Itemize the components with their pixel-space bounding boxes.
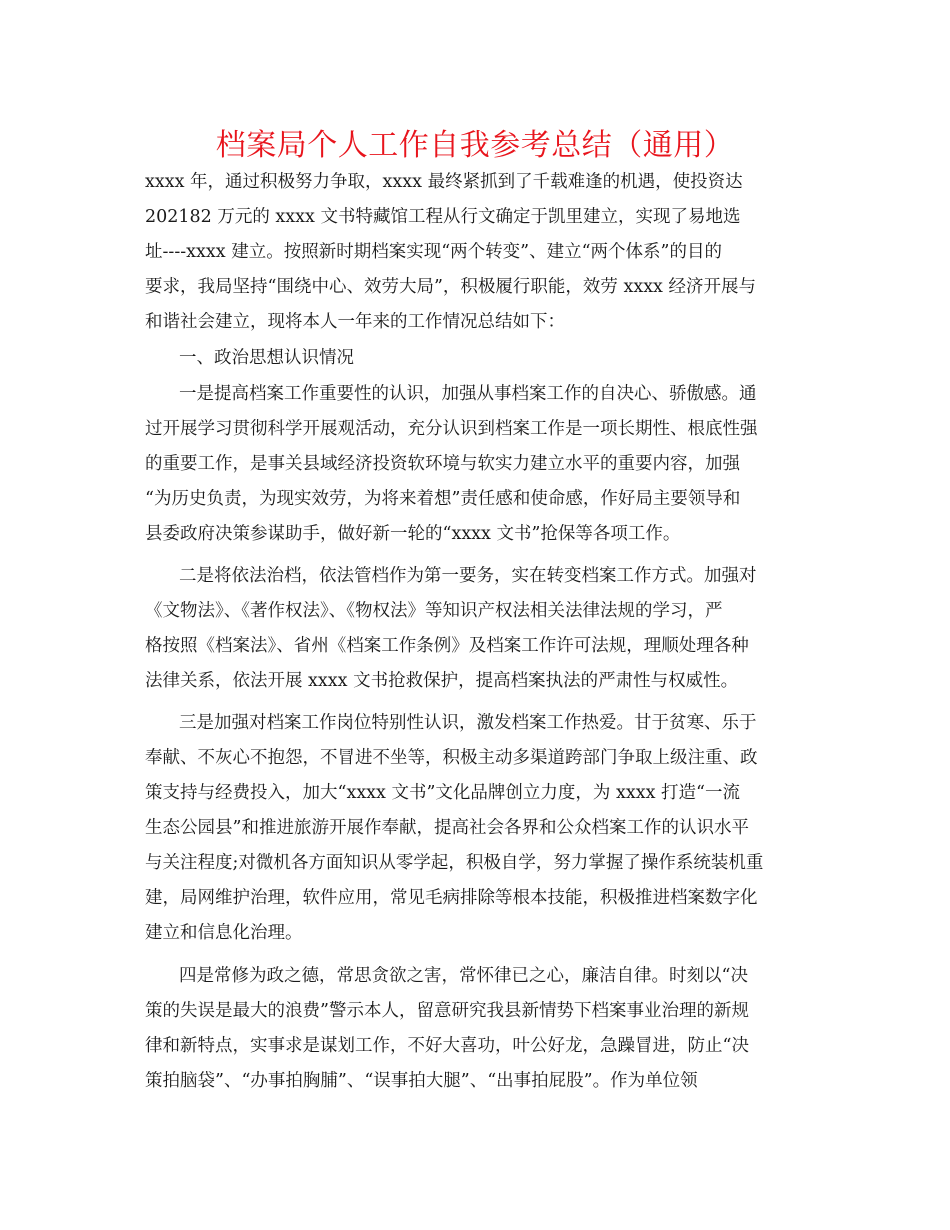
body-line: “为历史负责，为现实效劳，为将来着想”责任感和使命感，作好局主要领导和	[145, 489, 741, 509]
body-line: 建，局网维护治理，软件应用，常见毛病排除等根本技能，积极推进档案数字化	[145, 888, 758, 908]
body-line: 策拍脑袋”、“办事拍胸脯”、“误事拍大腿”、“出事拍屁股”。作为单位领	[145, 1071, 698, 1091]
body-line: 奉献、不灰心不抱怨，不冒进不坐等，积极主动多渠道跨部门争取上级注重、政	[145, 748, 758, 768]
body-line: 一是提高档案工作重要性的认识，加强从事档案工作的自决心、骄傲感。通	[179, 384, 757, 404]
body-line: 址----xxxx 建立。按照新时期档案实现“两个转变”、建立“两个体系”的目的	[145, 242, 722, 262]
body-line: 律和新特点，实事求是谋划工作，不好大喜功，叶公好龙，急躁冒进，防止“决	[145, 1036, 749, 1056]
body-line: 县委政府决策参谋助手，做好新一轮的“xxxx 文书”抢保等各项工作。	[145, 524, 681, 544]
body-line: 《文物法》、《著作权法》、《物权法》等知识产权法相关法律法规的学习，严	[145, 601, 723, 621]
body-line: 过开展学习贯彻科学开展观活动，充分认识到档案工作是一项长期性、根底性强	[145, 419, 758, 439]
body-line: 四是常修为政之德，常思贪欲之害，常怀律已之心，廉洁自律。时刻以“决	[179, 966, 748, 986]
body-line: 策的失误是最大的浪费”警示本人，留意研究我县新情势下档案事业治理的新规	[145, 1001, 749, 1021]
body-line: 202182 万元的 xxxx 文书特藏馆工程从行文确定于凯里建立，实现了易地选	[145, 207, 741, 227]
body-line: 建立和信息化治理。	[145, 923, 303, 943]
body-line: 生态公园县”和推进旅游开展作奉献，提高社会各界和公众档案工作的认识水平	[145, 818, 749, 838]
body-line: 二是将依法治档，依法管档作为第一要务，实在转变档案工作方式。加强对	[179, 566, 757, 586]
body-line: 要求，我局坚持“围绕中心、效劳大局”，积极履行职能，效劳 xxxx 经济开展与	[145, 277, 756, 297]
body-line: 法律关系，依法开展 xxxx 文书抢救保护，提高档案执法的严肃性与权威性。	[145, 671, 739, 691]
body-line: 和谐社会建立，现将本人一年来的工作情况总结如下：	[145, 312, 565, 332]
body-line: 策支持与经费投入，加大“xxxx 文书”文化品牌创立力度，为 xxxx 打造“一流	[145, 783, 740, 803]
body-line: 与关注程度;对微机各方面知识从零学起，积极自学，努力掌握了操作系统装机重	[145, 853, 764, 873]
body-line: 的重要工作，是事关县域经济投资软环境与软实力建立水平的重要内容，加强	[145, 454, 740, 474]
body-line: xxxx 年，通过积极努力争取，xxxx 最终紧抓到了千载难逢的机遇，使投资达	[145, 172, 743, 192]
section-heading: 一、政治思想认识情况	[179, 348, 354, 368]
body-line: 三是加强对档案工作岗位特别性认识，激发档案工作热爱。甘于贫寒、乐于	[179, 713, 757, 733]
body-line: 格按照《档案法》、省州《档案工作条例》及档案工作许可法规，理顺处理各种	[145, 636, 749, 656]
document-title: 档案局个人工作自我参考总结（通用）	[215, 128, 735, 163]
